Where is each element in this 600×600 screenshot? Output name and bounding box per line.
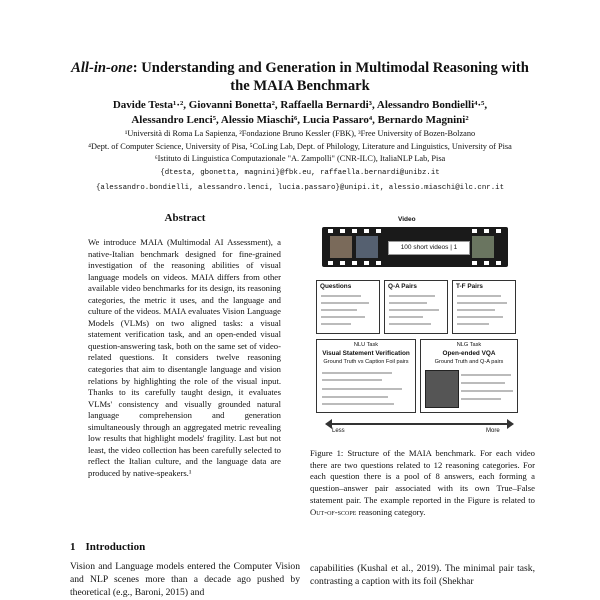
axis-line [330, 423, 508, 425]
section-title: Introduction [85, 541, 146, 553]
title-rest: : Understanding and Generation in Multimodal Reasoning with [132, 60, 529, 76]
arrow-right-icon [507, 419, 514, 429]
nlg-task-tag: NLG Task [456, 342, 482, 348]
figure-caption [310, 448, 535, 518]
abstract-heading: Abstract [164, 212, 206, 224]
nlu-task-sub: Ground Truth vs Caption Foil pairs [323, 359, 409, 365]
tf-pairs-label: T-F Pairs [456, 283, 483, 290]
caption-part1: Figure 1: Structure of the MAIA benchmark. For each video there are two questions related to 12 reasoning categories. For each question there is a pool of 8 answers, each forming a question–answer pair associated with its own True–False statement pair. The example reported in the Figure is related to [310, 448, 535, 505]
title-italic: All-in-one [71, 60, 133, 76]
caption-part2: reasoning category. [356, 506, 426, 517]
qa-pairs-label: Q-A Pairs [388, 283, 417, 290]
section-number: 1 [70, 541, 76, 553]
film-strip [322, 227, 508, 267]
nlg-task-sub: Ground Truth and Q-A pairs [434, 359, 504, 365]
section-heading [70, 541, 155, 553]
nlg-task-title: Open-ended VQA [442, 350, 496, 357]
right-column-paragraph: capabilities (Kushal et al., 2019). The minimal pair task, contrasting a caption with its foil (Shekhar [310, 563, 535, 587]
figure-maia-structure [310, 215, 534, 440]
paper-title [40, 59, 560, 95]
authors-line1: Davide Testa¹·², Giovanni Bonetta², Raffaella Bernardi³, Alessandro Bondielli⁴·⁵, [112, 99, 488, 111]
affiliation-1: ¹Università di Roma La Sapienza, ²Fondazione Bruno Kessler (FBK), ³Free University of Bozen-Bolzano [124, 129, 476, 138]
questions-label: Questions [320, 283, 352, 290]
nlu-task-title: Visual Statement Verification [322, 350, 410, 357]
title-line2: the MAIA Benchmark [230, 78, 370, 94]
video-banner: 100 short videos | 1 [388, 241, 470, 255]
axis-left-label: Less [332, 428, 345, 434]
nlu-task-box [316, 339, 416, 413]
qa-pairs-box [384, 280, 448, 334]
authors-line2: Alessandro Lenci⁵, Alessio Miaschi⁶, Lucia Passaro⁴, Bernardo Magnini² [131, 113, 469, 126]
nlg-task-box [420, 339, 518, 413]
intro-paragraph: Vision and Language models entered the Computer Vision and NLP scenes more than a decade ago pushed by theoretical (e.g., Baroni, 2015) and [70, 561, 300, 598]
affiliation-2: ⁴Dept. of Computer Science, University of Pisa, ⁵CoLing Lab, Dept. of Philology, Literature and Linguistics, University of Pisa [88, 142, 512, 151]
affiliation-3: ⁶Istituto di Linguistica Computazionale "A. Zampolli" (CNR-ILC), ItaliaNLP Lab, Pisa [154, 154, 446, 163]
email-line-2: {alessandro.bondielli, alessandro.lenci, lucia.passaro}@unipi.it, alessio.miaschi@ilc.cnr.it [95, 184, 505, 192]
axis-right-label: More [486, 428, 500, 434]
questions-box [316, 280, 380, 334]
video-thumbnail [425, 370, 459, 408]
caption-category: Out-of-scope [310, 506, 357, 517]
abstract-body: We introduce MAIA (Multimodal AI Assessment), a native-Italian benchmark designed for fine-grained investigation of the reasoning abilities of visual language models on videos. MAIA differs from other available video benchmarks for its design, its reasoning categories, the metric it uses, and the language and culture of the videos. MAIA evaluates Vision Language Models (VLMs) on two aligned tasks: a visual statement verification task, and an open-ended visual question-answering task, both on the same set of video-related questions. It considers twelve reasoning categories that aim to disentangle language and vision relations by highlighting the role of the visual input. Thanks to its carefully taught design, it evaluates VLMs' consistency and visually grounded natural language comprehension and generation simultaneously through an aggregated metric revealing low results that highlight models' fragility. Last but not least, the video collection has been carefully selected to reflect the Italian culture, and the language data are produced by native-speakers.¹ [88, 237, 281, 478]
email-line-1: {dtesta, gbonetta, magnini}@fbk.eu, raffaella.bernardi@unibz.it [160, 169, 440, 177]
nlu-task-tag: NLU Task [353, 342, 379, 348]
figure-top-label: Video [398, 216, 416, 223]
tf-pairs-box [452, 280, 516, 334]
author-list [20, 98, 580, 127]
